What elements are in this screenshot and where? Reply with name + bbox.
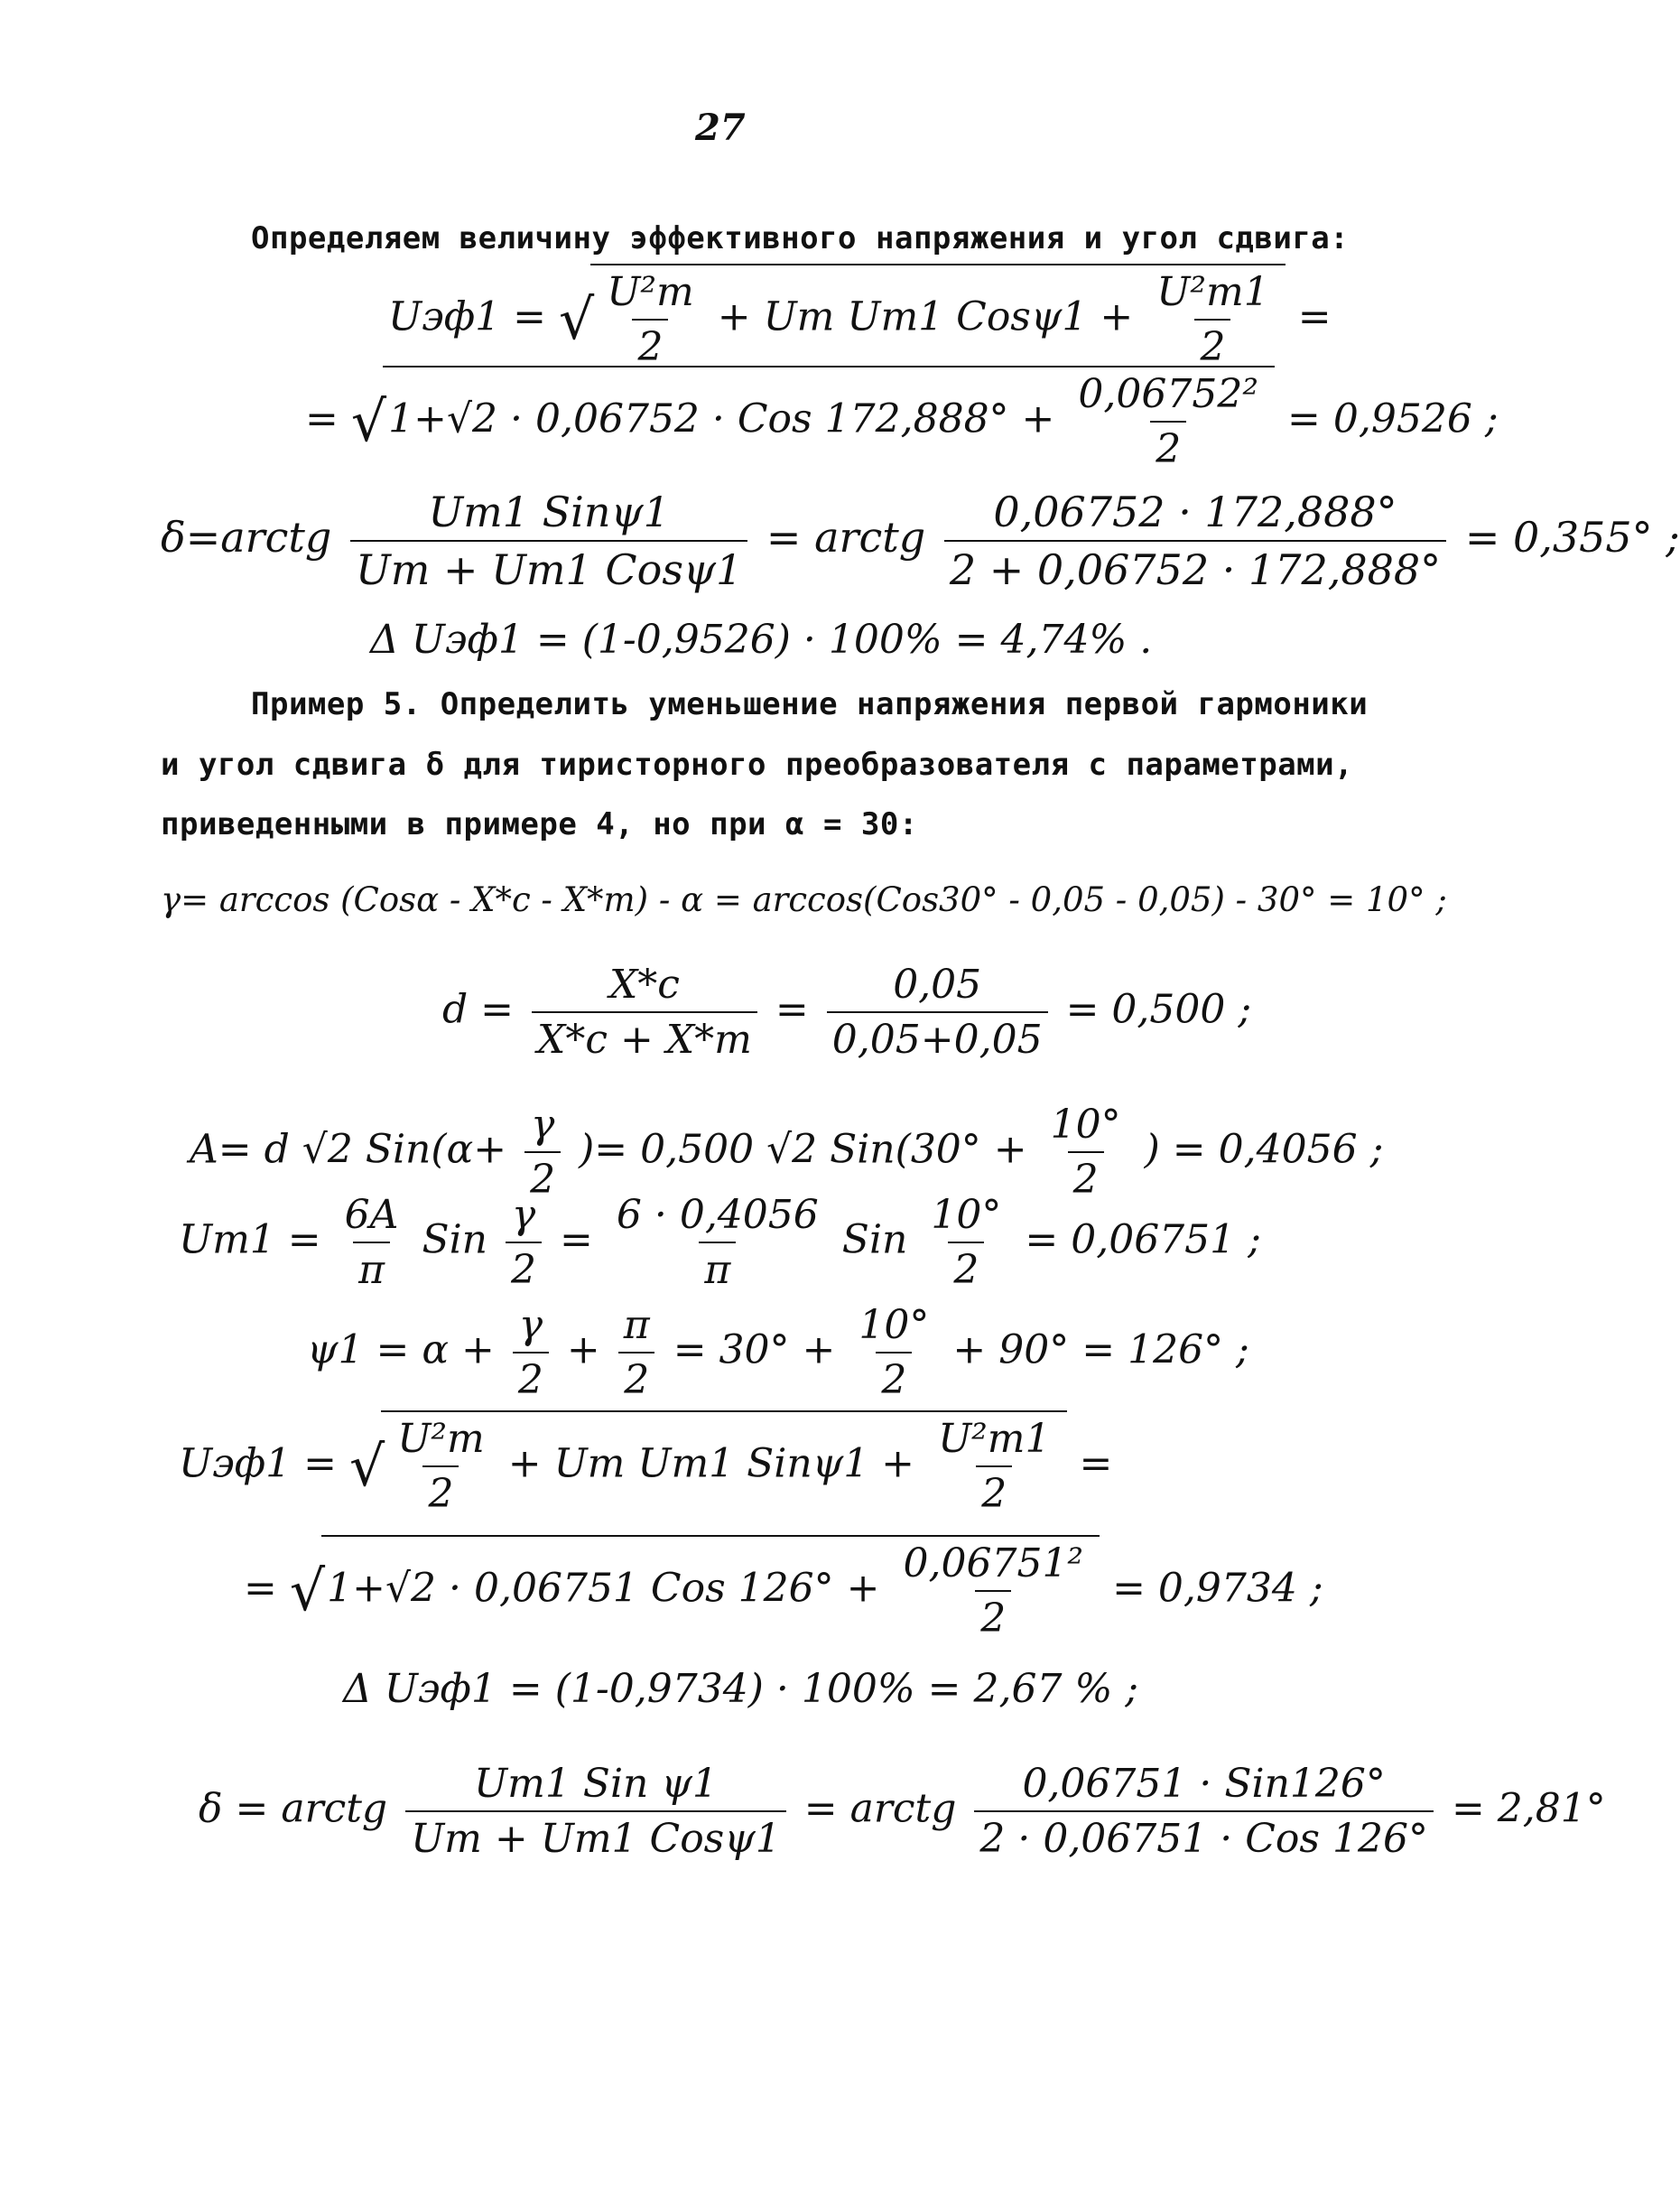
sqrt-radicand: 1+√2 · 0,06751 Cos 126° + $\frac{\text{0,06751²}}{2}$ bbox=[321, 1535, 1100, 1642]
fraction: $\frac{\gamma}{2}$ bbox=[513, 1302, 549, 1403]
equation-delta-u2: Δ Uэф1 = (1-0,9734) · 100% = 2,67 % ; bbox=[343, 1666, 1139, 1712]
equation-u-eff-ex5-line2: = √1+√2 · 0,06751 Cos 126° + $\frac{\text{0,06751²}}{2}$ = 0,9734 ; bbox=[244, 1535, 1323, 1642]
equation-u-eff-ex5-line1: Uэф1 = √ $\frac{\text{U²m}}{2}$ + Um Um1 Sinψ1 + $\frac{\text{U²m1}}{2}$ = bbox=[179, 1410, 1112, 1517]
equation-delta1: δ=arctg $\frac{\text{Um1 Sinψ1}}{\text{Um + Um1 Cosψ1}}$ = arctg $\frac{0,06752 \cdot 172,888^\circ}{2 + 0,06752 \cdot 172,888^\circ}$ = 0,355° ; bbox=[161, 488, 1680, 594]
equation-psi: ψ1 = α + $\frac{\gamma}{2}$ + $\frac{\pi}{2}$ = 30° + $\frac{10^\circ}{2}$ + 90° = 126° ; bbox=[307, 1302, 1249, 1403]
equation-a: A= d √2 Sin(α+ $\frac{\gamma}{2}$ )= 0,500 √2 Sin(30° + $\frac{10^\circ}{2}$ ) = 0,4056 ; bbox=[190, 1102, 1384, 1203]
fraction: $\frac{\gamma}{2}$ bbox=[506, 1192, 542, 1293]
fraction: $\frac{\gamma}{2}$ bbox=[524, 1102, 561, 1203]
fraction: $\frac{X*c}{X*c + X*т}$ bbox=[532, 962, 757, 1063]
sqrt-sign-icon: √ bbox=[289, 1558, 326, 1623]
fraction: $\frac{\pi}{2}$ bbox=[618, 1302, 655, 1403]
sqrt-radicand: $\frac{\text{U²m}}{2}$ + Um Um1 Cosψ1 + $\frac{\text{U²m1}}{2}$ bbox=[590, 264, 1285, 370]
equation-delta2: δ = arctg $\frac{\text{Um1 Sin ψ1}}{\text{Um + Um1 Cosψ1}}$ = arctg $\frac{\text{0,06751 · Sin126°}}{\text{2 · 0,06751 · Cos 126°}}$ = 2,81° bbox=[199, 1761, 1606, 1862]
sqrt-radicand: $\frac{\text{U²m}}{2}$ + Um Um1 Sinψ1 + $\frac{\text{U²m1}}{2}$ bbox=[381, 1410, 1066, 1517]
equation-d: d = $\frac{X*c}{X*c + X*т}$ = $\frac{0,05}{0,05+0,05}$ = 0,500 ; bbox=[442, 962, 1252, 1063]
example5-text-line2: и угол сдвига δ для тиристорного преобразователя с параметрами, bbox=[161, 747, 1354, 783]
equation-u-eff1-line2: = √1+√2 · 0,06752 · Cos 172,888° + $\frac{\text{0,06752²}}{2}$ = 0,9526 ; bbox=[305, 366, 1499, 472]
sqrt-sign-icon: √ bbox=[350, 389, 387, 454]
example5-text-line3: приведенными в примере 4, но при α = 30: bbox=[161, 806, 918, 842]
fraction: $\frac{10^\circ}{2}$ bbox=[859, 1302, 930, 1403]
sqrt-radicand: 1+√2 · 0,06752 · Cos 172,888° + $\frac{\text{0,06752²}}{2}$ bbox=[383, 366, 1275, 472]
fraction: $\frac{0,06752 \cdot 172,888^\circ}{2 + 0,06752 \cdot 172,888^\circ}$ bbox=[944, 488, 1446, 594]
equation-u-eff1-line1: Uэф1 = √ $\frac{\text{U²m}}{2}$ + Um Um1 Cosψ1 + $\frac{\text{U²m1}}{2}$ = bbox=[388, 264, 1332, 370]
equation-gamma: γ= arccos (Cosα - X*c - X*т) - α = arccos(Cos30° - 0,05 - 0,05) - 30° = 10° ; bbox=[161, 880, 1447, 919]
fraction: $\frac{\text{U²m1}}{2}$ bbox=[938, 1416, 1051, 1517]
equation-delta-u1: Δ Uэф1 = (1-0,9526) · 100% = 4,74% . bbox=[370, 617, 1153, 663]
equation-lhs: Uэф1 = bbox=[388, 293, 547, 340]
fraction: $\frac{\text{U²m}}{2}$ bbox=[607, 269, 694, 370]
fraction: $\frac{\text{0,06751 · Sin126°}}{\text{2 · 0,06751 · Cos 126°}}$ bbox=[974, 1761, 1434, 1862]
fraction: $\frac{\text{Um1 Sinψ1}}{\text{Um + Um1 Cosψ1}}$ bbox=[350, 488, 747, 594]
sqrt-sign-icon: √ bbox=[349, 1434, 385, 1499]
fraction: $\frac{6A}{\pi}$ bbox=[344, 1192, 399, 1293]
fraction: $\frac{\text{0,06751²}}{2}$ bbox=[903, 1540, 1084, 1642]
fraction: $\frac{6 \cdot 0,4056}{\pi}$ bbox=[616, 1192, 819, 1293]
fraction: $\frac{10^\circ}{2}$ bbox=[931, 1192, 1002, 1293]
fraction: $\frac{10^\circ}{2}$ bbox=[1050, 1102, 1121, 1203]
fraction: $\frac{\text{0,06752²}}{2}$ bbox=[1078, 371, 1259, 472]
page-number: 27 bbox=[695, 107, 746, 149]
fraction: $\frac{\text{Um1 Sin ψ1}}{\text{Um + Um1 Cosψ1}}$ bbox=[405, 1761, 786, 1862]
fraction: $\frac{\text{U²m}}{2}$ bbox=[397, 1416, 485, 1517]
intro-text: Определяем величину эффективного напряжения и угол сдвига: bbox=[251, 220, 1350, 256]
fraction: $\frac{0,05}{0,05+0,05}$ bbox=[827, 962, 1048, 1063]
equation-um1: Um1 = $\frac{6A}{\pi}$ Sin $\frac{\gamma}{2}$ = $\frac{6 \cdot 0,4056}{\pi}$ Sin $\frac{10^\circ}{2}$ = 0,06751 ; bbox=[179, 1192, 1261, 1293]
sqrt-sign-icon: √ bbox=[559, 287, 595, 352]
example5-text-line1: Пример 5. Определить уменьшение напряжения первой гармоники bbox=[251, 686, 1369, 722]
fraction: $\frac{\text{U²m1}}{2}$ bbox=[1156, 269, 1269, 370]
